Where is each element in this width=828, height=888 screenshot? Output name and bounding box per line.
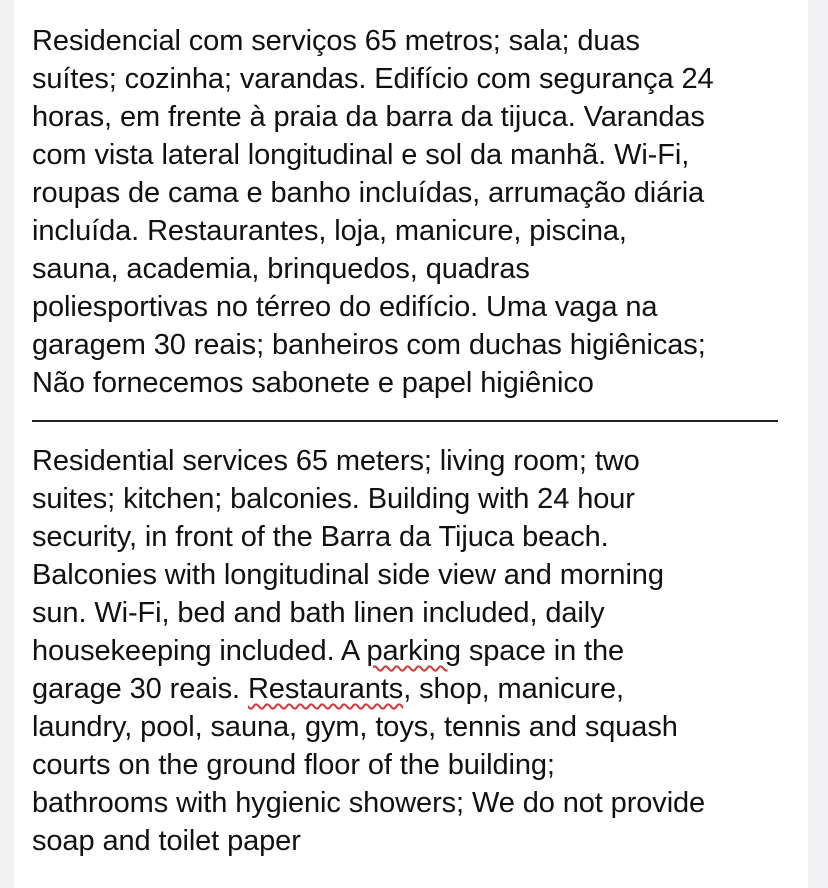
spellcheck-flagged-word[interactable]: parking	[366, 635, 461, 667]
text-line: suites; kitchen; balconies. Building with 24 hour	[32, 483, 635, 515]
text-segment: garage 30 reais.	[32, 673, 248, 705]
text-segment: space in the	[460, 635, 625, 667]
text-line: security, in front of the Barra da Tijuca beach.	[32, 521, 609, 553]
text-line: courts on the ground floor of the building;	[32, 749, 555, 781]
text-segment: housekeeping included. A	[32, 635, 367, 667]
text-line: horas, em frente à praia da barra da tijuca. Varandas	[32, 101, 705, 133]
text-line: incluída. Restaurantes, loja, manicure, piscina,	[32, 215, 627, 247]
text-line: sun. Wi-Fi, bed and bath linen included, daily	[32, 597, 605, 629]
text-line: bathrooms with hygienic showers; We do not provide	[32, 787, 706, 819]
spellcheck-flagged-word[interactable]: Restaurants	[247, 673, 404, 705]
text-line: Não fornecemos sabonete e papel higiênico	[32, 367, 594, 399]
section-divider	[32, 420, 778, 422]
note-page	[14, 0, 808, 888]
text-line	[32, 670, 802, 708]
text-line: com vista lateral longitudinal e sol da manhã. Wi-Fi,	[32, 139, 690, 171]
text-line: Residential services 65 meters; living room; two	[32, 445, 640, 477]
text-line: soap and toilet paper	[32, 825, 301, 857]
text-line: poliesportivas no térreo do edifício. Uma vaga na	[32, 291, 658, 323]
text-line: Balconies with longitudinal side view and morning	[32, 559, 664, 591]
english-description	[32, 442, 802, 860]
text-line: sauna, academia, brinquedos, quadras	[32, 253, 530, 285]
portuguese-description	[32, 22, 802, 402]
text-line: laundry, pool, sauna, gym, toys, tennis and squash	[32, 711, 678, 743]
text-line: roupas de cama e banho incluídas, arrumação diária	[32, 177, 705, 209]
text-line	[32, 632, 802, 670]
text-line: garagem 30 reais; banheiros com duchas higiênicas;	[32, 329, 706, 361]
text-line: suítes; cozinha; varandas. Edifício com segurança 24	[32, 63, 714, 95]
text-line: Residencial com serviços 65 metros; sala; duas	[32, 25, 640, 57]
text-segment: , shop, manicure,	[403, 673, 624, 705]
